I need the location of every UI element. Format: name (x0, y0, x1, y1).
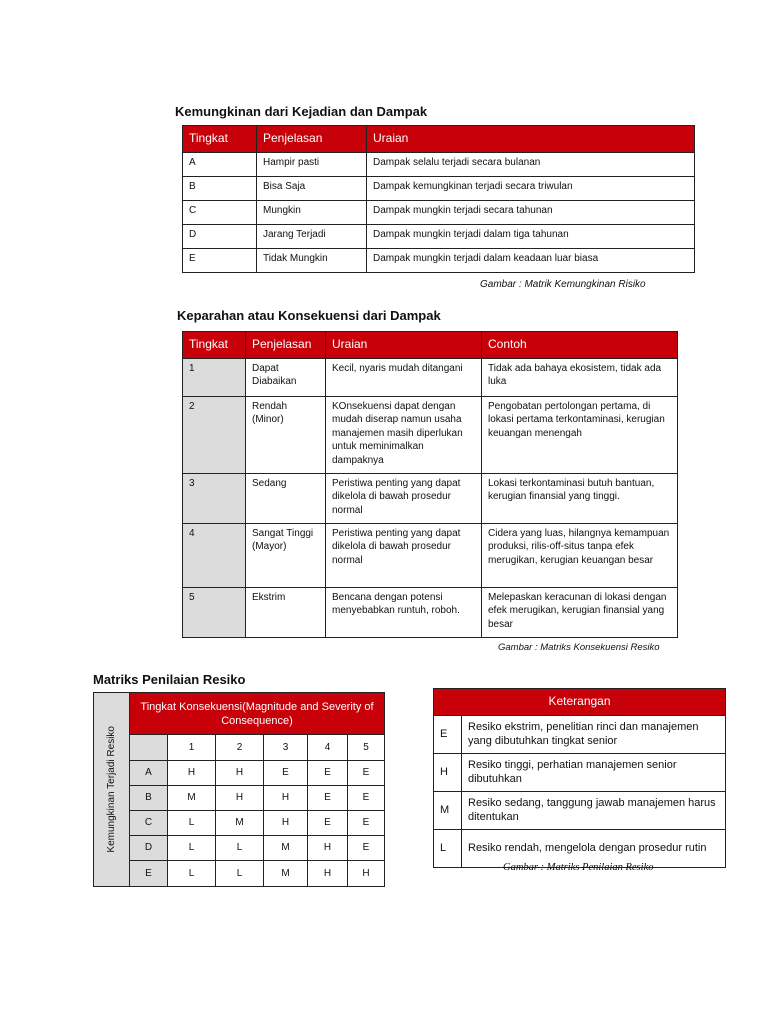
table-row: L Resiko rendah, mengelola dengan prosedur rutin (434, 829, 726, 867)
caption-risk-matrix: Gambar : Matriks Penilaian Resiko (503, 862, 654, 873)
likelihood-side-label: Kemungkinan Terjadi Resiko (94, 693, 130, 887)
header-penjelasan: Penjelasan (246, 332, 326, 359)
section1-title: Kemungkinan dari Kejadian dan Dampak (175, 104, 428, 119)
section3-title: Matriks Penilaian Resiko (93, 672, 246, 687)
header-uraian: Uraian (326, 332, 482, 359)
table-row: E Tidak Mungkin Dampak mungkin terjadi dalam keadaan luar biasa (183, 248, 695, 272)
risk-matrix-table: Kemungkinan Terjadi Resiko Tingkat Konsekuensi(Magnitude and Severity of Consequence) 1 2 3 4 5 A H H E E E B M H H E E C L M H E E D L L M H E E L L M H H (93, 692, 385, 887)
table-row: 1 Dapat Diabaikan Kecil, nyaris mudah ditangani Tidak ada bahaya ekosistem, tidak ada luka (183, 358, 678, 396)
header-tingkat: Tingkat (183, 126, 257, 153)
header-contoh: Contoh (482, 332, 678, 359)
severity-table (182, 331, 678, 638)
table-row: 5 Ekstrim Bencana dengan potensi menyebabkan runtuh, roboh. Melepaskan keracunan di lokasi dengan efek merugikan, kerugian finansial yang besar (183, 587, 678, 637)
table-row: 4 Sangat Tinggi (Mayor) Peristiwa penting yang dapat dikelola di bawah prosedur normal Cidera yang luas, hilangnya kemampuan produksi, rilis-off-situs tanpa efek merugikan, kerugian keuangan besar (183, 523, 678, 587)
table-row: E L L M H H (94, 861, 385, 887)
table-row: A Hampir pasti Dampak selalu terjadi secara bulanan (183, 152, 695, 176)
table-row: C Mungkin Dampak mungkin terjadi secara tahunan (183, 200, 695, 224)
header-penjelasan: Penjelasan (257, 126, 367, 153)
table-row: 3 Sedang Peristiwa penting yang dapat dikelola di bawah prosedur normal Lokasi terkontaminasi butuh bantuan, kerugian finansial yang tinggi. (183, 473, 678, 523)
caption-severity: Gambar : Matriks Konsekuensi Resiko (498, 642, 660, 653)
legend-title: Keterangan (434, 689, 726, 716)
table-row: D Jarang Terjadi Dampak mungkin terjadi dalam tiga tahunan (183, 224, 695, 248)
table-row: D L L M H E (94, 836, 385, 861)
table-row: H Resiko tinggi, perhatian manajemen senior dibutuhkan (434, 753, 726, 791)
table-row: 2 Rendah (Minor) KOnsekuensi dapat dengan mudah diserap namun usaha manajemen masih diperlukan untuk meminimalkan dampaknya Pengobatan pertolongan pertama, di lokasi pertama terkontaminasi, kerugian keuangan menengah (183, 396, 678, 473)
likelihood-table (182, 125, 695, 273)
header-uraian: Uraian (367, 126, 695, 153)
table-row: B Bisa Saja Dampak kemungkinan terjadi secara triwulan (183, 176, 695, 200)
consequence-header: Tingkat Konsekuensi(Magnitude and Severity of Consequence) (130, 693, 385, 735)
table-row: M Resiko sedang, tanggung jawab manajemen harus ditentukan (434, 791, 726, 829)
section2-title: Keparahan atau Konsekuensi dari Dampak (177, 308, 441, 323)
table-row: B M H H E E (94, 786, 385, 811)
header-tingkat: Tingkat (183, 332, 246, 359)
caption-likelihood: Gambar : Matrik Kemungkinan Risiko (480, 279, 646, 290)
table-row: A H H E E E (94, 761, 385, 786)
table-row: C L M H E E (94, 811, 385, 836)
legend-table (433, 688, 726, 868)
table-row: E Resiko ekstrim, penelitian rinci dan manajemen yang dibutuhkan tingkat senior (434, 715, 726, 753)
